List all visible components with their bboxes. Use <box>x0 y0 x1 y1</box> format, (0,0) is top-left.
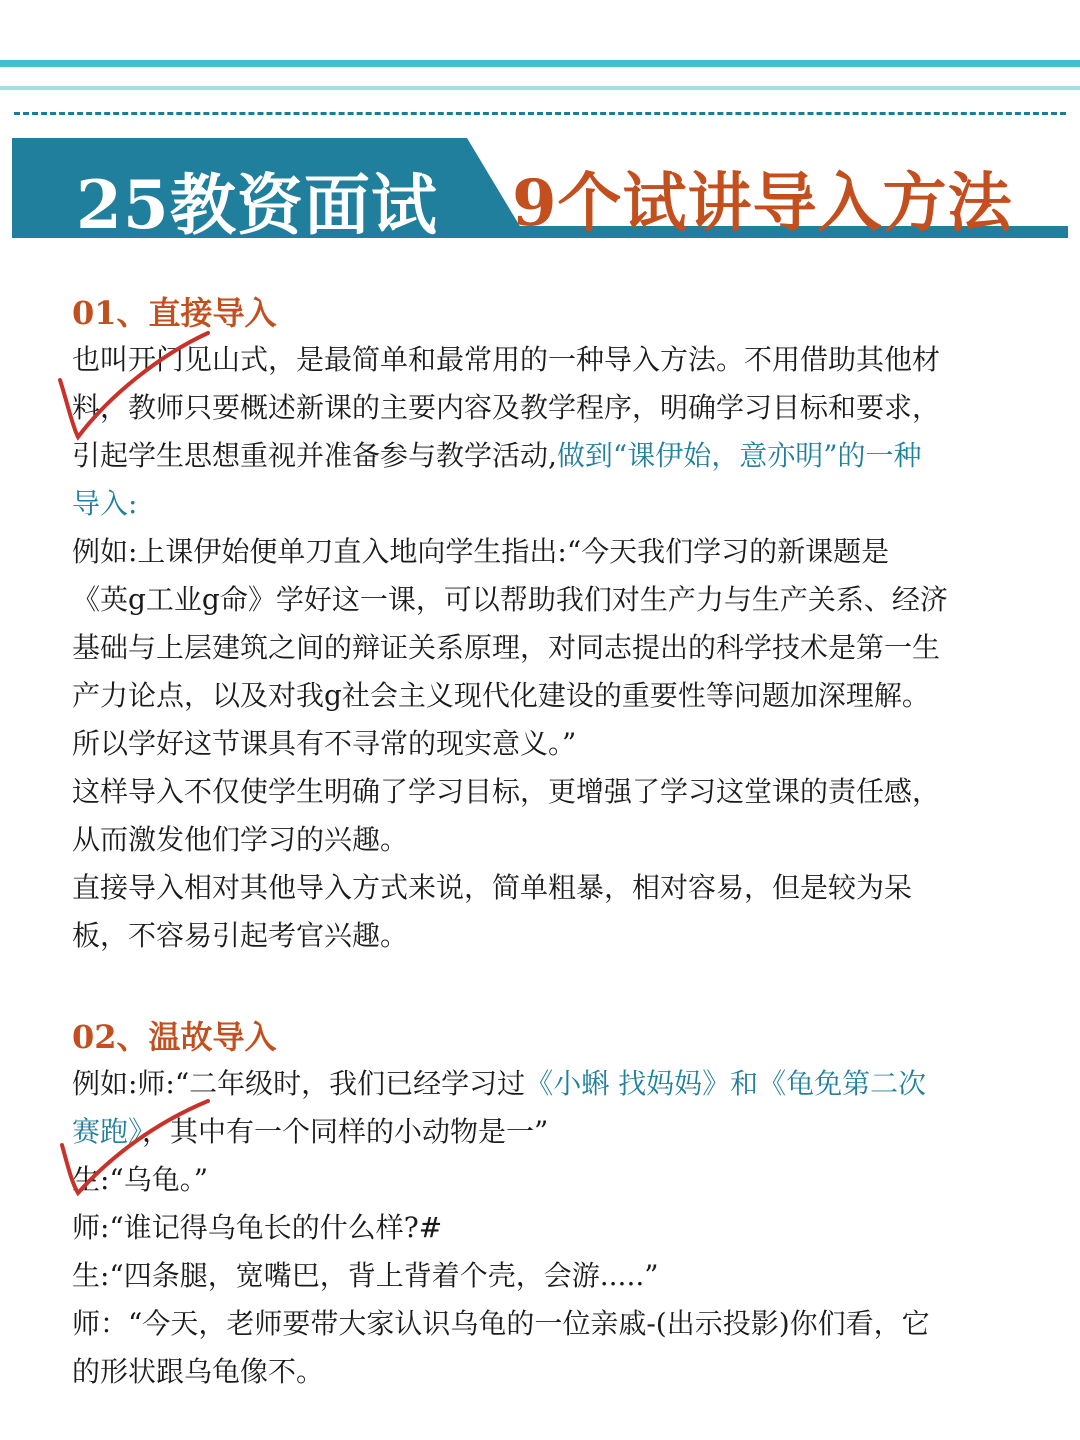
paragraph-line: 生:“乌龟。” <box>72 1163 209 1196</box>
paragraph-line: 产力论点，以及对我g社会主义现代化建设的重要性等问题加深理解。 <box>72 679 930 712</box>
top-decor-line-thin <box>0 86 1080 90</box>
paragraph-line <box>72 1108 1022 1156</box>
top-decor-line <box>0 60 1080 67</box>
line-text: ，其中有一个同样的小动物是一” <box>142 1115 549 1148</box>
section-title: 02、温故导入 <box>72 1018 277 1056</box>
paragraph-line: 《英g工业g命》学好这一课，可以帮助我们对生产力与生产关系、经济 <box>72 583 948 616</box>
banner-title-right: 9个试讲导入方法 <box>512 166 1013 241</box>
highlight-text: 《小蝌 找妈妈》和《龟免第二次 <box>525 1067 927 1100</box>
paragraph-line: 的形状跟乌龟像不。 <box>72 1355 325 1388</box>
title-banner <box>12 138 1068 242</box>
banner-title-left: 25教资面试 <box>76 166 438 244</box>
paragraph-line <box>72 1060 1022 1108</box>
paragraph-line: 师:“谁记得乌龟长的什么样?# <box>72 1211 443 1244</box>
paragraph-line: 料，教师只要概述新课的主要内容及教学程序，明确学习目标和要求， <box>72 391 941 424</box>
paragraph-line: 例如:上课伊始便单刀直入地向学生指出:“今天我们学习的新课题是 <box>72 535 890 568</box>
dashed-divider <box>14 112 1066 115</box>
highlight-text: 赛跑》 <box>72 1115 143 1148</box>
paragraph-line: 从而激发他们学习的兴趣。 <box>72 823 409 856</box>
line-text: 引起学生思想重视并准备参与教学活动, <box>72 439 557 472</box>
section-title: 01、直接导入 <box>72 294 277 332</box>
paragraph-line: 板，不容易引起考官兴趣。 <box>72 919 409 952</box>
highlight-text: 导入: <box>72 487 138 520</box>
paragraph-line: 也叫开门见山式，是最简单和最常用的一种导入方法。不用借助其他材 <box>72 343 941 376</box>
paragraph-line: 生:“四条腿，宽嘴巴，背上背着个壳，会游.....” <box>72 1259 659 1292</box>
paragraph-line: 直接导入相对其他导入方式来说，简单粗暴，相对容易，但是较为呆 <box>72 871 913 904</box>
paragraph-line: 师：“今天，老师要带大家认识乌龟的一位亲戚-(出示投影)你们看，它 <box>72 1307 930 1340</box>
line-text: 例如:师:“二年级时，我们已经学习过 <box>72 1067 526 1100</box>
paragraph-line: 所以学好这节课具有不寻常的现实意义。” <box>72 727 577 760</box>
paragraph-line: 基础与上层建筑之间的辩证关系原理，对同志提出的科学技术是第一生 <box>72 631 941 664</box>
paragraph-line <box>72 480 1022 528</box>
paragraph-line <box>72 432 1022 480</box>
paragraph-line: 这样导入不仅使学生明确了学习目标，更增强了学习这堂课的责任感， <box>72 775 941 808</box>
highlight-text: 做到“课伊始，意亦明”的一种 <box>556 439 922 472</box>
